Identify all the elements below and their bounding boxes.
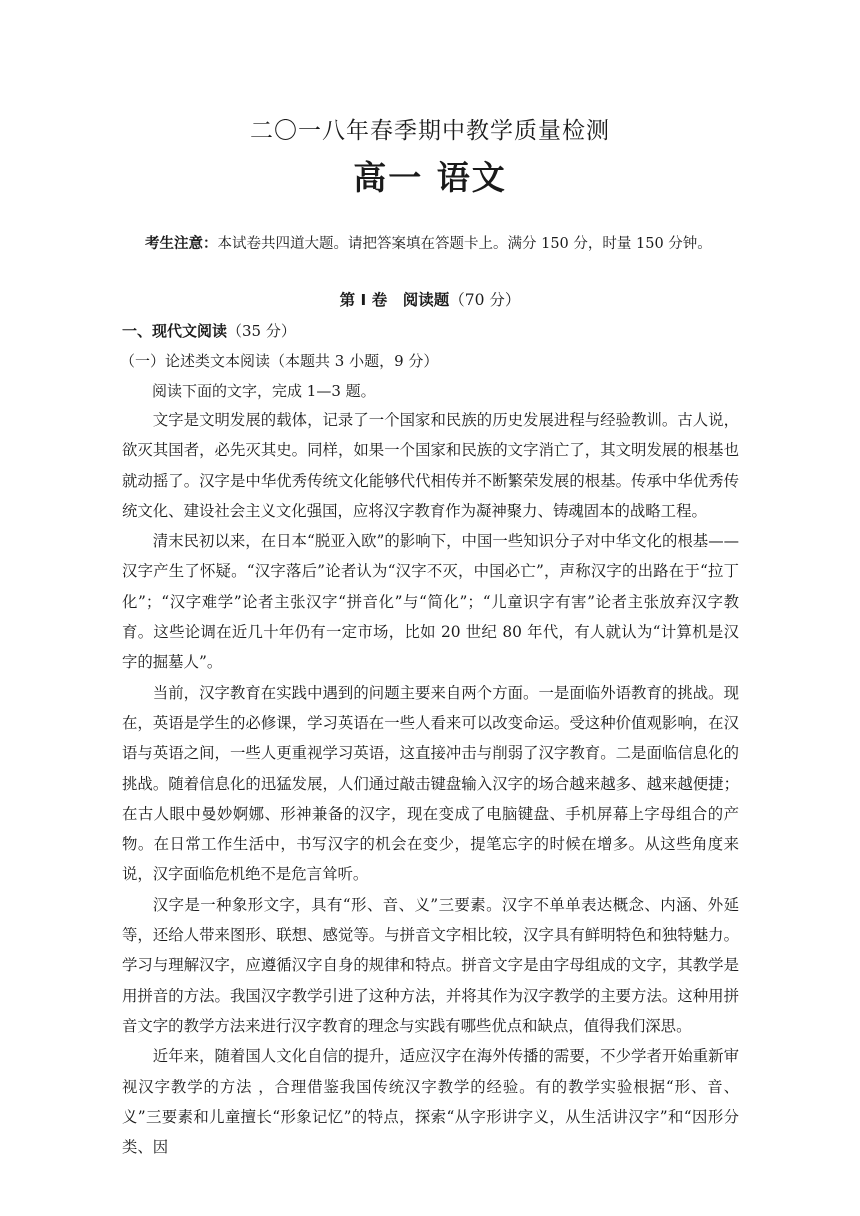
reading-instruction: 阅读下面的文字，完成 1—3 题。 (152, 382, 376, 400)
passage-paragraph-5: 近年来，随着国人文化自信的提升，适应汉字在海外传播的需要，不少学者开始重新审视汉字教学的方法 ，合理借鉴我国传统汉字教学的经验。有的教学实验根据“形、音、义”三要素和儿童擅长“形象记忆”的特点，探索“从字形讲字义，从生活讲汉字”和“因形分类、因 (122, 1047, 739, 1157)
passage-paragraph-2: 清末民初以来，在日本“脱亚入欧”的影响下，中国一些知识分子对中华文化的根基——汉字产生了怀疑。“汉字落后”论者认为“汉字不灭，中国必亡”，声称汉字的出路在于“拉丁化”；“汉字难学”论者主张汉字“拼音化”与“简化”；“儿童识字有害”论者主张放弃汉字教育。这些论调在近几十年仍有一定市场，比如 20 世纪 80 年代，有人就认为“计算机是汉字的掘墓人”。 (122, 532, 739, 672)
part-heading (122, 320, 296, 341)
passage-paragraph-3: 当前，汉字教育在实践中遇到的问题主要来自两个方面。一是面临外语教育的挑战。现在，英语是学生的必修课，学习英语在一些人看来可以改变命运。受这种价值观影响，在汉语与英语之间，一些人更重视学习英语，这直接冲击与削弱了汉字教育。二是面临信息化的挑战。随着信息化的迅猛发展，人们通过敲击键盘输入汉字的场合越来越多、越来越便捷；在古人眼中曼妙婀娜、形神兼备的汉字，现在变成了电脑键盘、手机屏幕上字母组合的产物。在日常工作生活中，书写汉字的机会在变少，提笔忘字的时候在增多。从这些角度来说，汉字面临危机绝不是危言耸听。 (122, 683, 739, 884)
reading-passage (122, 405, 739, 1162)
passage-paragraph-1: 文字是文明发展的载体，记录了一个国家和民族的历史发展进程与经验教训。古人说，欲灭其国者，必先灭其史。同样，如果一个国家和民族的文字消亡了，其文明发展的根基也就动摇了。汉字是中华优秀传统文化能够代代相传并不断繁荣发展的根基。传承中华优秀传统文化、建设社会主义文化强国，应将汉字教育作为凝神聚力、铸魂固本的战略工程。 (122, 411, 739, 520)
exam-title: 二〇一八年春季期中教学质量检测 (250, 118, 610, 144)
section-title: 第 I 卷 阅读题 (339, 291, 450, 309)
part-score: （35 分） (227, 322, 296, 340)
sub-heading: （一）论述类文本阅读（本题共 3 小题，9 分） (120, 352, 439, 370)
passage-paragraph-4: 汉字是一种象形文字，具有“形、音、义”三要素。汉字不单单表达概念、内涵、外延等，还给人带来图形、联想、感觉等。与拼音文字相比较，汉字具有鲜明特色和独特魅力。学习与理解汉字，应遵循汉字自身的规律和特点。拼音文字是由字母组成的文字，其教学是用拼音的方法。我国汉字教学引进了这种方法，并将其作为汉字教学的主要方法。这种用拼音文字的教学方法来进行汉字教育的理念与实践有哪些优点和缺点，值得我们深思。 (122, 895, 739, 1035)
notice-label: 考生注意： (145, 236, 218, 252)
part-title: 一、现代文阅读 (122, 322, 228, 340)
exam-notice (145, 232, 845, 253)
notice-text: 本试卷共四道大题。请把答案填在答题卡上。满分 150 分，时量 150 分钟。 (217, 236, 712, 252)
section-heading (0, 288, 860, 310)
exam-subject: 高一 语文 (353, 158, 507, 197)
section-score: （70 分） (449, 291, 521, 309)
